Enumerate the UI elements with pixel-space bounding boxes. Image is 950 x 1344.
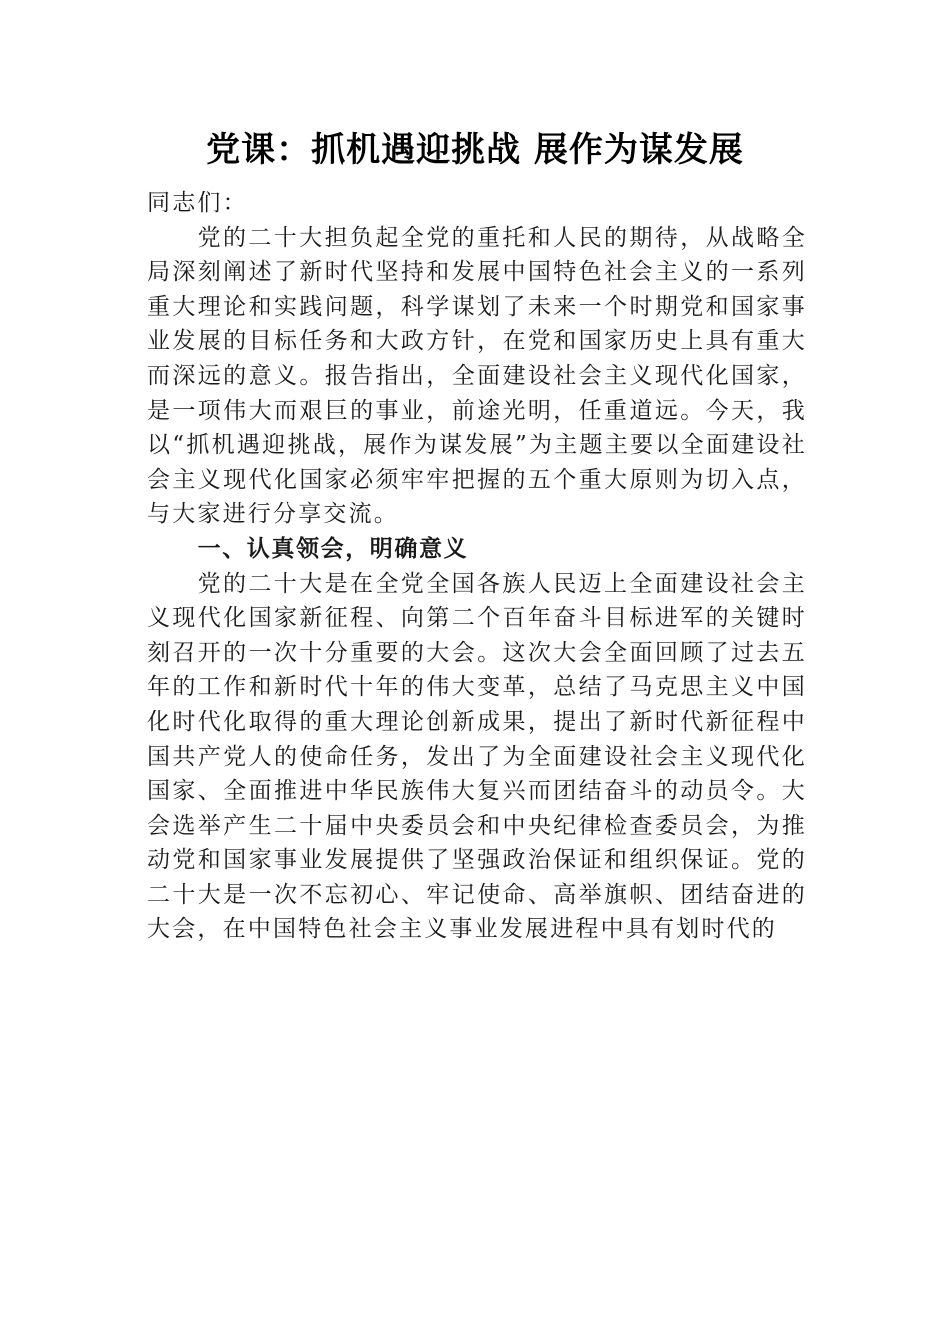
salutation: 同志们： — [147, 190, 248, 216]
paragraph-intro: 党的二十大担负起全党的重托和人民的期待，从战略全局深刻阐述了新时代坚持和发展中国特色社会主义的一系列重大理论和实践问题，科学谋划了未来一个时期党和国家事业发展的目标任务和大政方针，在党和国家历史上具有重大而深远的意义。报告指出，全面建设社会主义现代化国家，是一项伟大而艰巨的事业，前途光明，任重道远。今天，我以“抓机遇迎挑战，展作为谋发展”为主题主要以全面建设社会主义现代化国家必须牢牢把握的五个重大原则为切入点，与大家进行分享交流。 — [147, 224, 807, 528]
paragraph-section-1: 党的二十大是在全党全国各族人民迈上全面建设社会主义现代化国家新征程、向第二个百年奋斗目标进军的关键时刻召开的一次十分重要的大会。这次大会全面回顾了过去五年的工作和新时代十年的伟大变革，总结了马克思主义中国化时代化取得的重大理论创新成果，提出了新时代新征程中国共产党人的使命任务，发出了为全面建设社会主义现代化国家、全面推进中华民族伟大复兴而团结奋斗的动员令。大会选举产生二十届中央委员会和中央纪律检查委员会，为推动党和国家事业发展提供了坚强政治保证和组织保证。党的二十大是一次不忘初心、牢记使命、高举旗帜、团结奋进的大会，在中国特色社会主义事业发展进程中具有划时代的 — [147, 570, 807, 943]
document-title: 党课：抓机遇迎挑战 展作为谋发展 — [206, 130, 744, 170]
section-heading: 一、认真领会，明确意义 — [197, 535, 469, 562]
document-body — [147, 186, 807, 947]
